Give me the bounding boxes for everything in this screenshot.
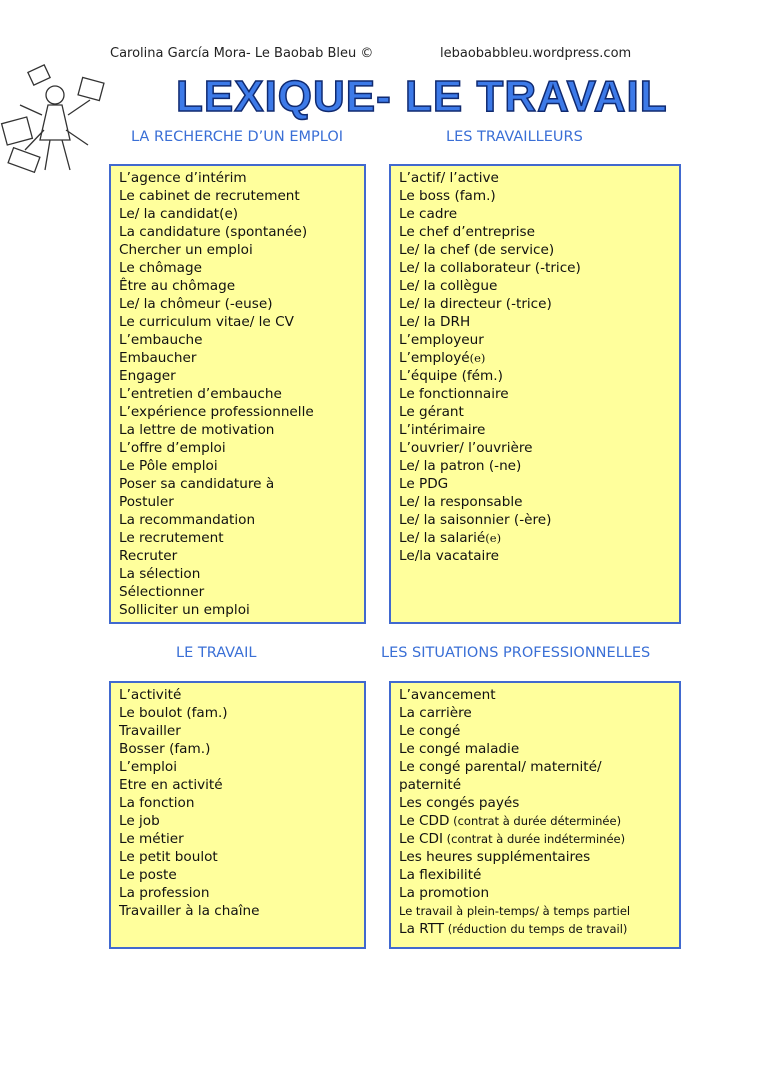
vocab-term: Sélectionner (119, 584, 205, 600)
vocab-item (119, 295, 356, 313)
vocab-item (399, 205, 671, 223)
office-worker-illustration (0, 60, 110, 180)
vocab-item (399, 884, 671, 902)
vocab-term: L’actif/ l’active (399, 170, 499, 186)
website-url[interactable]: lebaobabbleu.wordpress.com (440, 46, 632, 61)
vocab-term: La fonction (119, 795, 195, 811)
vocab-item (119, 187, 356, 205)
vocab-item (399, 223, 671, 241)
vocab-term: L’entretien d’embauche (119, 386, 282, 402)
vocab-term: Le gérant (399, 404, 464, 420)
vocab-item (119, 511, 356, 529)
vocab-term: Le chef d’entreprise (399, 224, 535, 240)
vocab-item (399, 169, 671, 187)
vocab-item (119, 313, 356, 331)
vocab-item (399, 277, 671, 295)
vocab-item (399, 511, 671, 529)
vocab-term: Le recrutement (119, 530, 224, 546)
vocab-term: Le petit boulot (119, 849, 218, 865)
vocab-term: Chercher un emploi (119, 242, 253, 258)
vocab-item (399, 758, 671, 776)
vocab-item (399, 457, 671, 475)
vocab-term: L’employeur (399, 332, 484, 348)
vocab-box-situations (389, 681, 681, 949)
vocab-term: La carrière (399, 705, 472, 721)
vocab-term: Travailler (119, 723, 181, 739)
vocab-term: Le CDI (399, 831, 443, 847)
vocab-term: Le/ la chef (de service) (399, 242, 555, 258)
vocab-item (119, 866, 356, 884)
vocab-item (399, 866, 671, 884)
vocab-item (399, 704, 671, 722)
vocab-item (119, 583, 356, 601)
vocab-item (399, 295, 671, 313)
vocab-term: paternité (399, 777, 462, 793)
vocab-item (119, 259, 356, 277)
vocab-term: Le/ la collaborateur (-trice) (399, 260, 581, 276)
vocab-term: Le/ la collègue (399, 278, 498, 294)
vocab-term: Le/la vacataire (399, 548, 499, 564)
vocab-term: L’intérimaire (399, 422, 486, 438)
vocab-item (399, 529, 671, 547)
vocab-item (119, 421, 356, 439)
vocab-item (119, 277, 356, 295)
vocab-item (399, 421, 671, 439)
vocab-item (399, 812, 671, 830)
vocab-item (399, 830, 671, 848)
vocab-term: L’embauche (119, 332, 203, 348)
vocab-item (399, 367, 671, 385)
vocab-term: Le congé maladie (399, 741, 520, 757)
vocab-item (119, 493, 356, 511)
vocab-term: Le boss (fam.) (399, 188, 496, 204)
vocab-item (399, 547, 671, 565)
vocab-item (119, 601, 356, 619)
vocab-term: Le PDG (399, 476, 449, 492)
vocab-item (399, 331, 671, 349)
section-heading-travail: LE TRAVAIL (176, 645, 257, 661)
vocab-term: L’emploi (119, 759, 177, 775)
vocab-term: Recruter (119, 548, 178, 564)
vocab-term: L’offre d’emploi (119, 440, 226, 456)
vocab-note: (contrat à durée indéterminée) (443, 832, 626, 846)
vocab-item (119, 439, 356, 457)
vocab-item (399, 722, 671, 740)
vocab-item (399, 493, 671, 511)
vocab-item (399, 902, 671, 920)
vocab-item (399, 475, 671, 493)
vocab-term: La RTT (399, 921, 445, 937)
vocab-term: Le job (119, 813, 160, 829)
vocab-term: La candidature (spontanée) (119, 224, 308, 240)
vocab-box-travail (109, 681, 366, 949)
vocab-term: L’activité (119, 687, 182, 703)
vocab-item (119, 686, 356, 704)
vocab-term: Le congé parental/ maternité/ (399, 759, 602, 775)
vocab-term: Le cadre (399, 206, 458, 222)
vocab-term: Le fonctionnaire (399, 386, 509, 402)
section-heading-travailleurs: LES TRAVAILLEURS (446, 129, 583, 145)
vocab-term: Le/ la responsable (399, 494, 523, 510)
vocab-term: La recommandation (119, 512, 256, 528)
vocab-term: La promotion (399, 885, 490, 901)
vocab-item (399, 313, 671, 331)
vocab-item (119, 385, 356, 403)
vocab-term: Le CDD (399, 813, 450, 829)
vocab-term: Le poste (119, 867, 177, 883)
vocab-item (119, 475, 356, 493)
vocab-term: Le boulot (fam.) (119, 705, 228, 721)
vocab-term: La sélection (119, 566, 201, 582)
vocab-note: (contrat à durée déterminée) (449, 814, 622, 828)
vocab-item (399, 187, 671, 205)
vocab-term: Travailler à la chaîne (119, 903, 260, 919)
vocab-item (119, 884, 356, 902)
vocab-term: Le Pôle emploi (119, 458, 218, 474)
vocab-item (119, 812, 356, 830)
vocab-item (119, 241, 356, 259)
vocab-item (119, 349, 356, 367)
vocab-item (399, 848, 671, 866)
vocab-term: Le/ la salarié (399, 530, 486, 546)
vocab-term: La lettre de motivation (119, 422, 275, 438)
vocab-item (399, 349, 671, 367)
vocab-item (399, 403, 671, 421)
vocab-term: Les congés payés (399, 795, 520, 811)
vocab-item (119, 331, 356, 349)
vocab-item (119, 776, 356, 794)
vocab-term: Le congé (399, 723, 461, 739)
vocab-item (119, 902, 356, 920)
vocab-item (119, 223, 356, 241)
vocab-term: Le métier (119, 831, 184, 847)
vocab-item (399, 439, 671, 457)
vocab-note: (réduction du temps de travail) (444, 922, 628, 936)
vocab-note: Le travail à plein-temps/ à temps partiel (399, 904, 631, 918)
section-heading-situations: LES SITUATIONS PROFESSIONNELLES (381, 645, 651, 661)
vocab-note: (e) (469, 351, 486, 365)
vocab-item (399, 794, 671, 812)
vocab-term: L’ouvrier/ l’ouvrière (399, 440, 533, 456)
vocab-item (119, 529, 356, 547)
vocab-item (399, 776, 671, 794)
vocab-term: Postuler (119, 494, 174, 510)
vocab-item (399, 740, 671, 758)
vocab-term: La flexibilité (399, 867, 482, 883)
page-title: LEXIQUE- LE TRAVAIL (176, 72, 668, 121)
vocab-item (119, 457, 356, 475)
vocab-term: L’employé (399, 350, 470, 366)
vocab-item (399, 259, 671, 277)
vocab-term: Le/ la candidat(e) (119, 206, 239, 222)
vocab-item (399, 385, 671, 403)
vocab-item (119, 205, 356, 223)
vocab-term: Etre en activité (119, 777, 223, 793)
vocab-term: Les heures supplémentaires (399, 849, 591, 865)
vocab-item (119, 722, 356, 740)
vocab-term: Le/ la patron (-ne) (399, 458, 522, 474)
vocab-item (119, 830, 356, 848)
vocab-term: Le/ la chômeur (-euse) (119, 296, 273, 312)
vocab-term: Poser sa candidature à (119, 476, 275, 492)
vocab-term: Solliciter un emploi (119, 602, 250, 618)
vocab-item (119, 740, 356, 758)
vocab-item (399, 241, 671, 259)
section-heading-recherche: LA RECHERCHE D’UN EMPLOI (131, 129, 344, 145)
vocab-item (119, 758, 356, 776)
author-credit: Carolina García Mora- Le Baobab Bleu © (110, 46, 374, 61)
vocab-item (399, 920, 671, 938)
vocab-term: La profession (119, 885, 210, 901)
vocab-term: L’expérience professionnelle (119, 404, 314, 420)
vocab-item (119, 848, 356, 866)
vocab-term: Le/ la saisonnier (-ère) (399, 512, 552, 528)
vocab-term: Être au chômage (119, 278, 236, 294)
vocab-term: Engager (119, 368, 176, 384)
vocab-item (119, 169, 356, 187)
vocab-item (399, 686, 671, 704)
vocab-term: Embaucher (119, 350, 197, 366)
vocab-term: Le/ la DRH (399, 314, 471, 330)
vocab-item (119, 794, 356, 812)
vocab-term: Le/ la directeur (-trice) (399, 296, 552, 312)
vocab-term: Le chômage (119, 260, 202, 276)
vocab-box-travailleurs (389, 164, 681, 624)
vocab-item (119, 547, 356, 565)
vocab-note: (e) (485, 531, 502, 545)
vocab-box-recherche (109, 164, 366, 624)
vocab-item (119, 403, 356, 421)
vocab-item (119, 565, 356, 583)
vocab-item (119, 367, 356, 385)
vocab-item (119, 704, 356, 722)
vocab-term: Le cabinet de recrutement (119, 188, 300, 204)
vocab-term: Bosser (fam.) (119, 741, 211, 757)
vocab-term: L’équipe (fém.) (399, 368, 503, 384)
vocab-term: Le curriculum vitae/ le CV (119, 314, 294, 330)
vocab-term: L’avancement (399, 687, 496, 703)
vocab-term: L’agence d’intérim (119, 170, 247, 186)
